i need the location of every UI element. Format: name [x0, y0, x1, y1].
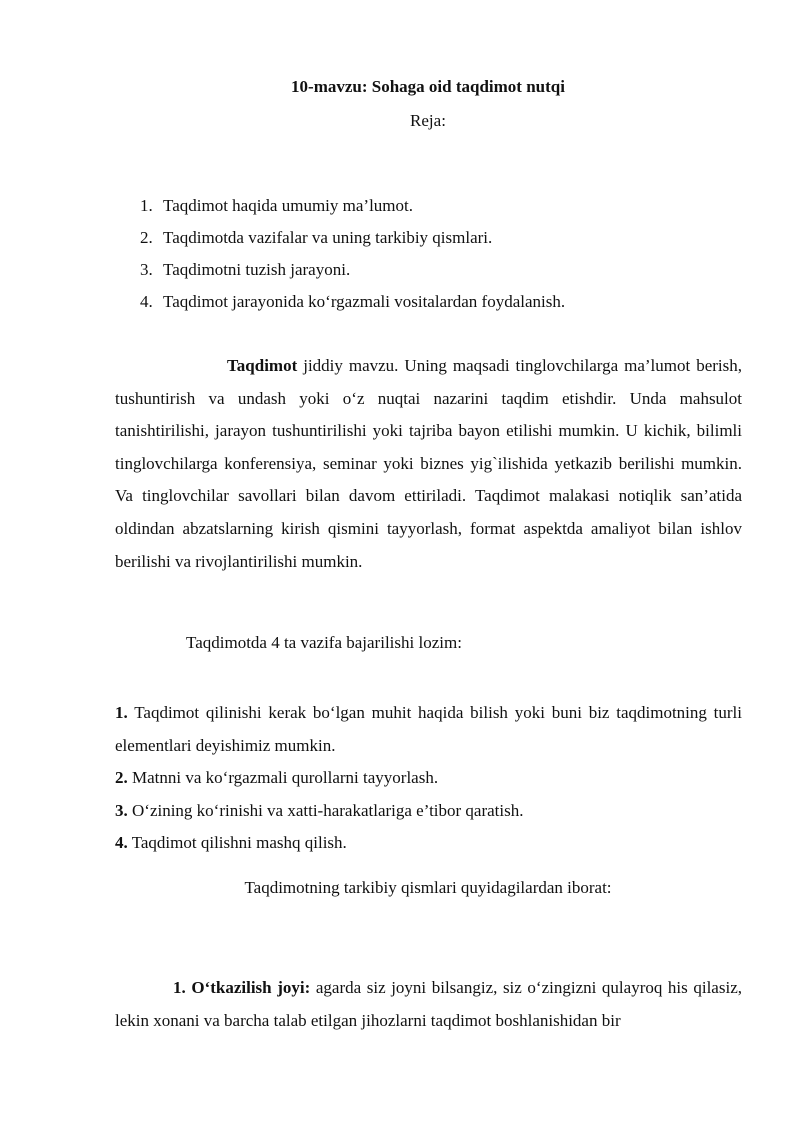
plan-item-text: Taqdimotda vazifalar va uning tarkibiy qismlari.	[163, 228, 493, 247]
task-number: 2.	[115, 768, 128, 788]
plan-heading: Reja:	[410, 111, 446, 130]
plan-item-number: 4.	[140, 292, 153, 311]
location-paragraph	[115, 972, 742, 1037]
plan-item-text: Taqdimotni tuzish jarayoni.	[163, 260, 351, 279]
plan-item	[140, 291, 565, 323]
task-item	[115, 762, 742, 795]
plan-item	[140, 227, 565, 259]
location-text: agarda siz joyni bilsangiz, siz o‘zingizni qulayroq his qilasiz, lekin xonani va barcha talab etilgan jihozlarni taqdimot boshlanishidan bir	[115, 978, 742, 1030]
task-text: O‘zining ko‘rinishi va xatti-harakatlariga e’tibor qaratish.	[127, 800, 524, 820]
plan-item-text: Taqdimot haqida umumiy ma’lumot.	[163, 196, 413, 215]
task-text: Matnni va ko‘rgazmali qurollarni tayyorlash.	[127, 768, 439, 788]
intro-term: Taqdimot	[227, 356, 298, 375]
task-number: 3.	[115, 800, 128, 820]
task-item	[115, 827, 742, 860]
task-number: 4.	[115, 833, 128, 853]
page-title: 10-mavzu: Sohaga oid taqdimot nutqi	[291, 77, 565, 96]
task-text: Taqdimot qilinishi kerak bo‘lgan muhit haqida bilish yoki buni biz taqdimotning turli elementlari deyishimiz mumkin.	[115, 703, 742, 755]
task-number: 1.	[115, 703, 128, 722]
location-term: 1. O‘tkazilish joyi:	[173, 978, 311, 997]
plan-item-number: 3.	[140, 260, 153, 279]
intro-paragraph	[115, 350, 742, 578]
plan-item	[140, 259, 565, 291]
intro-text: jiddiy mavzu. Uning maqsadi tinglovchilarga ma’lumot berish, tushuntirish va undash yoki o‘z nuqtai nazarini taqdim etishdir. Unda mahsulot tanishtirilishi, jarayon tushuntirilishi yoki tajriba bayon etilishi mumkin. U kichik, bilimli tinglovchilarga konferensiya, seminar yoki biznes yig`ilishida yetkazib berilishi mumkin. Va tinglovchilar savollari bilan davom ettiriladi. Taqdimot malakasi notiqlik san’atida oldindan abzatslarning kirish qismini tayyorlash, format aspektda amaliyot bilan ishlov berilishi va rivojlantirilishi mumkin.	[115, 356, 742, 571]
plan-item-number: 1.	[140, 196, 153, 215]
plan-item	[140, 195, 565, 227]
plan-item-number: 2.	[140, 228, 153, 247]
task-item	[115, 697, 742, 762]
task-text: Taqdimot qilishni mashq qilish.	[127, 833, 347, 853]
task-item	[115, 795, 742, 828]
tasks-list	[115, 697, 742, 860]
tasks-heading: Taqdimotda 4 ta vazifa bajarilishi lozim:	[186, 633, 462, 652]
components-heading: Taqdimotning tarkibiy qismlari quyidagilardan iborat:	[244, 878, 612, 897]
plan-item-text: Taqdimot jarayonida ko‘rgazmali vositalardan foydalanish.	[163, 292, 566, 311]
plan-list	[140, 195, 565, 323]
